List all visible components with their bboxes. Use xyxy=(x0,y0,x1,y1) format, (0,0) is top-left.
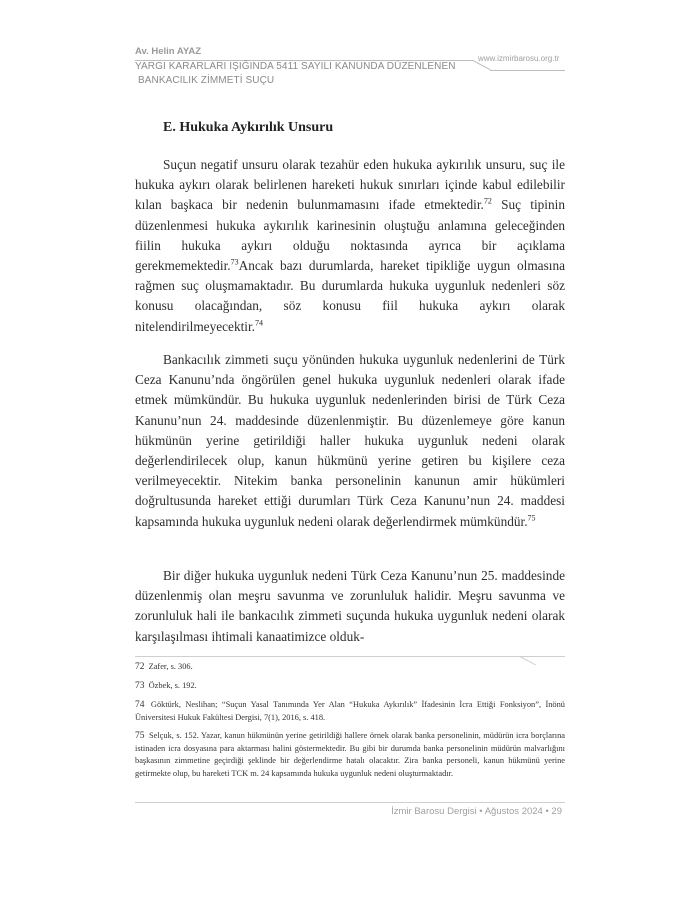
footnote-ref-73[interactable]: 73 xyxy=(230,257,239,267)
footnote-number: 73 xyxy=(135,681,145,691)
footnote-text: Göktürk, Neslihan; “Suçun Yasal Tanımında Yer Alan “Hukuka Aykırılık” İfadesinin İcra Ettiği Fonksiyon”, İnönü Üniversitesi Hukuk Fakültesi Dergisi, 7(1), 2016, s. 418. xyxy=(135,700,565,722)
footnote-75 xyxy=(135,730,565,780)
footnote-ref-74[interactable]: 74 xyxy=(255,318,263,328)
footnote-72 xyxy=(135,661,565,674)
header-title-line2: BANKACILIK ZİMMETİ SUÇU xyxy=(138,75,275,86)
header-title-line1: YARGI KARARLARI IŞIĞINDA 5411 SAYILI KANUNDA DÜZENLENEN xyxy=(135,61,456,72)
header-author: Av. Helin AYAZ xyxy=(135,46,201,57)
footnote-74 xyxy=(135,699,565,724)
footer-rule xyxy=(135,802,565,803)
footnote-ref-75[interactable]: 75 xyxy=(527,513,536,523)
header-rule-right xyxy=(490,70,565,71)
footnote-number: 74 xyxy=(135,700,145,710)
paragraph-2 xyxy=(135,350,565,532)
footer-text: İzmir Barosu Dergisi • Ağustos 2024 • 29 xyxy=(391,806,562,817)
paragraph-1 xyxy=(135,155,565,337)
paragraph-2-text: Bankacılık zimmeti suçu yönünden hukuka uygunluk nedenlerini de Türk Ceza Kanunu’nda öngörülen genel hukuka uygunluk nedenleri olarak ifade etmek mümkündür. Bu hukuka uygunluk nedenlerinden birisi de Türk Ceza Kanunu’nun 24. maddesinde düzenlenmiştir. Bu düzenlemeye göre kanun hükmünün yerine getirildiği haller hukuka uygunluk nedeni olarak değerlendirilecek olup, kanun hükmünü yerine getiren bu kişilere ceza verilmeyecektir. Nitekim banka personelinin kanunun amir hükümleri doğrultusunda hareket ettiği durumları Türk Ceza Kanunu’nun 24. maddesi kapsamında hukuka uygunluk nedeni olarak değerlendirmek mümkündür. xyxy=(135,352,565,529)
footnote-number: 72 xyxy=(135,662,145,672)
footnote-number: 75 xyxy=(135,731,145,741)
paragraph-1-part-b: Suç tipinin düzenlenmesi hukuka aykırılık karinesinin oluştuğu anlamına geleceğinden fiilin hukuka aykırı olduğu noktasında ayrıca bir açıklama gerekmemektedir. xyxy=(135,197,565,274)
footnote-73 xyxy=(135,680,565,693)
header-url[interactable]: www.izmirbarosu.org.tr xyxy=(478,54,560,63)
footnote-text: Selçuk, s. 152. Yazar, kanun hükmünün yerine getirildiği hallere örnek olarak banka personelinin, müdürün icra borçlarına istinaden icra dosyasına para aktarması halini göstermektedir. Bu gibi bir durumda banka personelinin müdürün malvarlığını başkasının zimmetine geçirdiği şeklinde bir değerlendirme hatalı olacaktır. Zira banka personeli, kanun hükmünü yerine getirmekte olup, bu hareketi TCK m. 24 kapsamında hukuka uygunluk nedeni oluşturmaktadır. xyxy=(135,731,565,778)
paragraph-3: Bir diğer hukuka uygunluk nedeni Türk Ceza Kanunu’nun 25. maddesinde düzenlenmiş olan meşru savunma ve zorunluluk halidir. Meşru savunma ve zorunluluk hali ile bankacılık zimmeti suçunda hukuka uygunluk nedeni olarak karşılaşılması ihtimali kanaatimizce olduk- xyxy=(135,568,565,644)
footnote-text: Özbek, s. 192. xyxy=(148,681,197,690)
footnote-text: Zafer, s. 306. xyxy=(148,662,193,671)
paragraph-1-part-a: Suçun negatif unsuru olarak tezahür eden hukuka aykırılık unsuru, suç ile hukuka aykırı olarak belirlenen hareketi hukuk sınırları içinde kabul edilebilir kılan başkaca bir nedenin bulunmamasını ifade etmektedir. xyxy=(135,157,565,213)
header-title xyxy=(135,60,475,88)
footnote-ref-72[interactable]: 72 xyxy=(483,196,492,206)
section-title: E. Hukuka Aykırılık Unsuru xyxy=(163,120,334,135)
footnote-separator xyxy=(135,656,565,657)
paragraph-1-part-c: Ancak bazı durumlarda, hareket tipikliğe uygun olmasına rağmen suç oluşmamaktadır. Bu durumlarda hukuka uygunluk nedenleri söz konusu olacağından, söz konusu fiil hukuka aykırı olarak nitelendirilmeyecektir. xyxy=(135,258,565,334)
